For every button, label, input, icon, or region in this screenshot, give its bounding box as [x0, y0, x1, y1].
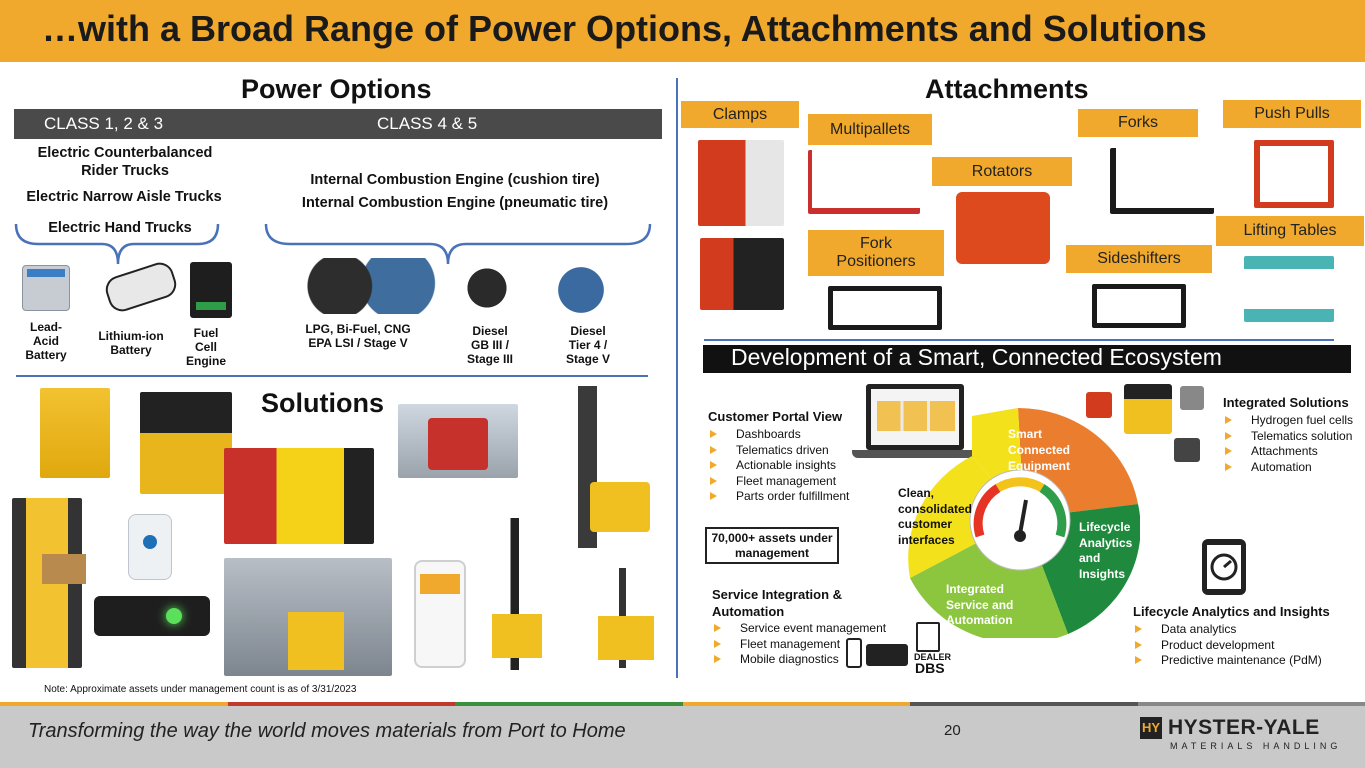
page-title: …with a Broad Range of Power Options, Attachments and Solutions — [42, 8, 1207, 49]
list-item: Telematics solution — [1223, 429, 1353, 445]
list-item: Hydrogen fuel cells — [1223, 413, 1353, 429]
diesel-tier4-label: Diesel Tier 4 / Stage V — [565, 324, 610, 366]
customer-portal-list — [708, 427, 849, 505]
dealer-label: DEALER — [914, 652, 952, 662]
telematics-device-photo — [128, 514, 172, 580]
clamps-label: Clamps — [681, 101, 799, 128]
service-integration-heading: Service Integration & Automation — [712, 587, 843, 619]
truck-type-electric-counterbalanced: Electric Counterbalanced Rider Trucks — [37, 145, 213, 179]
wheel-service-label: Integrated Service and Automation — [946, 582, 1014, 627]
list-item: Predictive maintenance (PdM) — [1133, 653, 1322, 669]
fuel-cell-engine-image — [190, 262, 232, 318]
lead-acid-battery-image — [22, 265, 70, 311]
mobile-phone-icon — [846, 638, 862, 668]
pallet-truck-photo — [40, 388, 110, 478]
diesel-stage-iii-label: Diesel GB III / Stage III — [466, 324, 513, 366]
push-pull-attachment-image — [1254, 140, 1334, 208]
fuel-cell-engine-label: Fuel Cell Engine — [185, 326, 226, 368]
list-item: Automation — [1223, 460, 1353, 476]
list-item: Product development — [1133, 638, 1322, 654]
assets-note: Note: Approximate assets under management count is as of 3/31/2023 — [44, 684, 357, 695]
list-item: Fleet management — [708, 474, 849, 490]
lithium-ion-battery-label: Lithium-ion Battery — [98, 329, 164, 357]
attachments-heading: Attachments — [925, 74, 1089, 104]
list-item: Fleet management — [712, 637, 886, 653]
class-bar — [14, 109, 662, 139]
lifting-tables-label: Lifting Tables — [1216, 216, 1364, 246]
clamp-attachment-2-image — [700, 238, 784, 310]
truck-type-electric-hand: Electric Hand Trucks — [48, 220, 192, 236]
push-pulls-label: Push Pulls — [1223, 100, 1361, 128]
lifting-table-attachment-image — [1244, 256, 1334, 322]
wheel-smart-label: Smart Connected Equipment — [1008, 427, 1071, 473]
vertical-divider — [676, 78, 678, 678]
tablet-gauge-icon — [1200, 537, 1248, 597]
class-right-label: CLASS 4 & 5 — [377, 114, 478, 133]
multipallet-attachment-image — [808, 150, 920, 214]
fork-positioners-label: Fork Positioners — [808, 230, 944, 276]
solutions-heading: Solutions — [261, 388, 384, 418]
page-number: 20 — [944, 722, 961, 739]
hy-logo-icon: HY — [1140, 717, 1162, 739]
lpg-engine-label: LPG, Bi-Fuel, CNG EPA LSI / Stage V — [305, 322, 411, 350]
server-icon — [916, 622, 940, 652]
ecosystem-title: Development of a Smart, Connected Ecosystem — [731, 344, 1222, 370]
list-item: Telematics driven — [708, 443, 849, 459]
class-left-label: CLASS 1, 2 & 3 — [44, 114, 164, 133]
service-truck-icon — [866, 644, 908, 666]
brand-name: HYSTER-YALE — [1168, 716, 1320, 739]
list-item: Attachments — [1223, 444, 1353, 460]
list-item: Parts order fulfillment — [708, 489, 849, 505]
sideshifter-attachment-image — [1092, 284, 1186, 328]
clamp-attachment-image — [698, 140, 784, 226]
customer-portal-heading: Customer Portal View — [708, 409, 843, 424]
lifecycle-analytics-list — [1133, 622, 1322, 669]
list-item: Service event management — [712, 621, 886, 637]
order-picker-photo — [12, 498, 82, 668]
rotator-attachment-image — [956, 192, 1050, 264]
truck-type-ice-cushion: Internal Combustion Engine (cushion tire) — [310, 172, 600, 188]
fork-positioner-attachment-image — [828, 286, 942, 330]
truck-type-ice-pneumatic: Internal Combustion Engine (pneumatic tire) — [301, 195, 609, 211]
sideshifters-label: Sideshifters — [1066, 245, 1212, 273]
assets-box: 70,000+ assets under management — [705, 527, 839, 564]
forks-attachment-image — [1110, 148, 1214, 214]
list-item: Dashboards — [708, 427, 849, 443]
list-item: Actionable insights — [708, 458, 849, 474]
robotic-truck-photo — [592, 568, 660, 668]
diesel-tier4-engine-image — [538, 262, 624, 318]
rotators-label: Rotators — [932, 157, 1072, 186]
telematics-module-photo — [94, 596, 210, 636]
list-item: Data analytics — [1133, 622, 1322, 638]
multipallets-label: Multipallets — [808, 114, 932, 145]
rough-terrain-truck-photo — [398, 404, 518, 478]
diesel-stage-iii-engine-image — [454, 262, 520, 314]
counterbalance-truck-photo — [140, 392, 232, 494]
automated-truck-warehouse-photo — [224, 558, 392, 676]
dbs-label: DBS — [915, 660, 945, 676]
reach-truck-photo — [486, 518, 568, 670]
telematics-unit-icon — [1174, 438, 1200, 462]
mobile-app-photo — [414, 560, 466, 668]
brand-subtitle: MATERIALS HANDLING — [1170, 741, 1342, 751]
wheel-lifecycle-label: Lifecycle Analytics and Insights — [1079, 520, 1133, 581]
truck-type-electric-narrow-aisle: Electric Narrow Aisle Trucks — [26, 189, 222, 205]
power-options-heading: Power Options — [241, 74, 432, 104]
lpg-engine-image — [296, 258, 442, 314]
integrated-solutions-list — [1223, 413, 1353, 475]
wheel-clean-label: Clean, consolidated customer interfaces — [898, 486, 973, 547]
integrated-solutions-heading: Integrated Solutions — [1223, 395, 1349, 410]
integrated-solutions-images — [1080, 384, 1210, 438]
lift-truck-red-forks-photo — [224, 448, 374, 544]
forks-label: Forks — [1078, 109, 1198, 137]
lead-acid-battery-label: Lead-Acid Battery — [25, 320, 67, 362]
section-divider-right — [704, 339, 1334, 341]
footer-tagline: Transforming the way the world moves materials from Port to Home — [28, 720, 626, 742]
lifecycle-analytics-heading: Lifecycle Analytics and Insights — [1133, 604, 1330, 619]
list-item: Mobile diagnostics — [712, 652, 886, 668]
section-divider-left — [16, 375, 648, 377]
brand-logo — [1140, 716, 1341, 751]
